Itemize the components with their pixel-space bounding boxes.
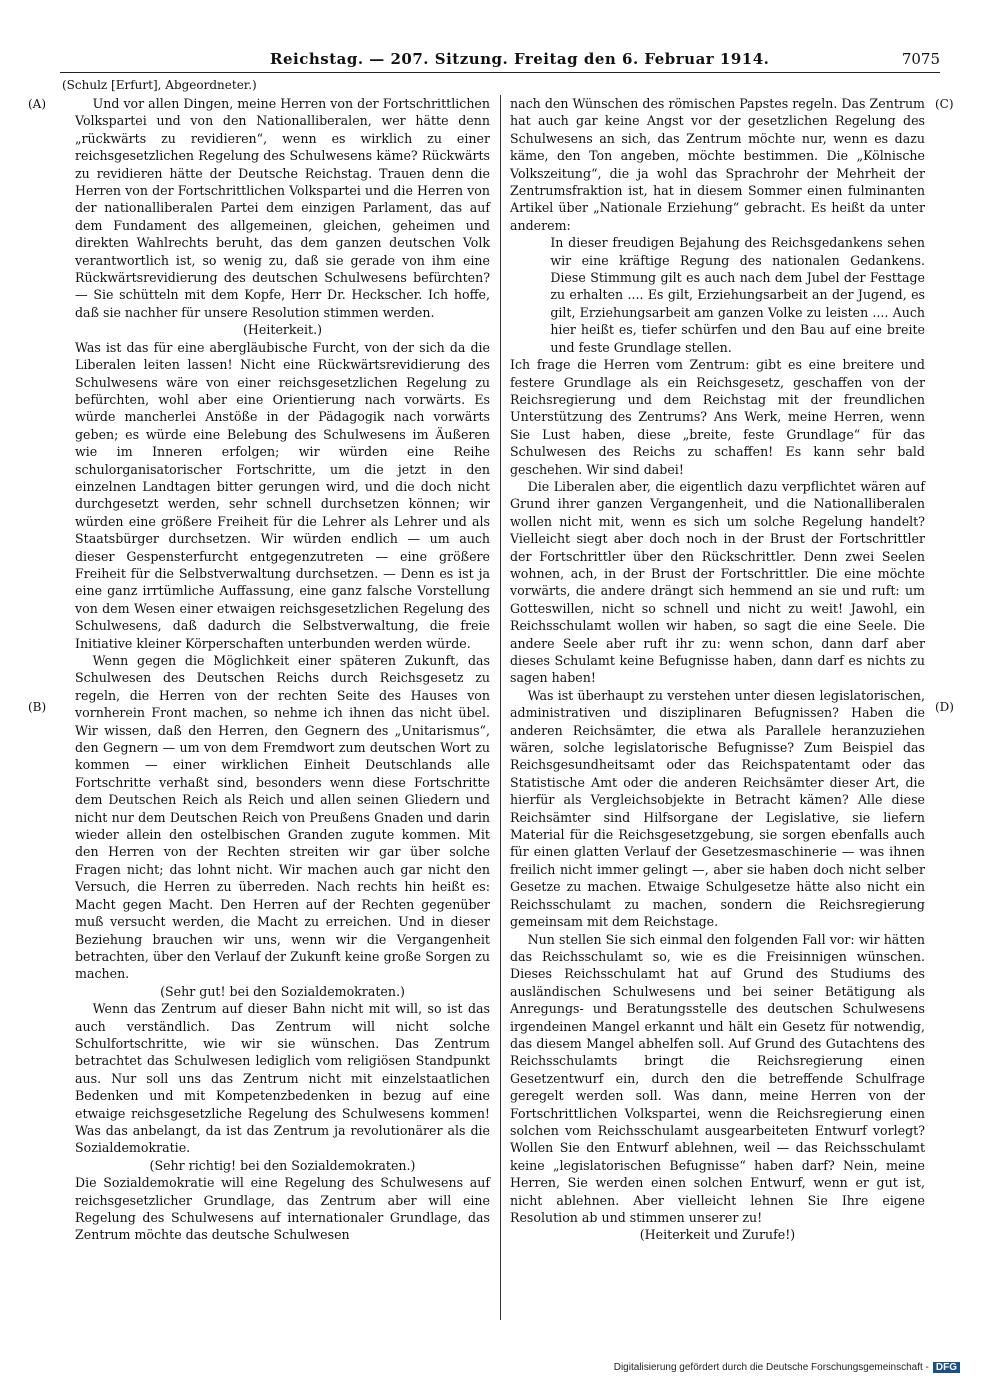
speaker-line: (Schulz [Erfurt], Abgeordneter.) xyxy=(62,78,257,92)
header-rule xyxy=(60,72,940,73)
margin-marker-b: (B) xyxy=(28,700,47,714)
footer-credit: Digitalisierung gefördert durch die Deutsche Forschungsgemeinschaft - xyxy=(613,1362,929,1373)
dfg-logo: DFG xyxy=(933,1362,960,1373)
footer xyxy=(614,1362,960,1373)
paragraph: Und vor allen Dingen, meine Herren von der Fortschrittlichen Volkspartei und von den Nationalliberalen, wer hätte denn „rückwärts zu revidieren“, wenn es wirklich zu einer reichsgesetzlichen Regelung des Schulwesens käme? Rückwärts zu revidieren hätte der Deutsche Reichstag. Trauen denn die Herren von der Fortschrittlichen Volkspartei und die Herren von der nationalliberalen Partei dem einzigen Parlament, das auf dem Fundament des allgemeinen, gleichen, geheimen und direkten Wahlrechts beruht, das dem ganzen deutschen Volk verantwortlich ist, so wenig zu, daß sie gerade von ihm eine Rückwärtsrevidierung des deutschen Schulwesens befürchten? — Sie schütteln mit dem Kopfe, Herr Dr. Heckscher. Ich hoffe, daß sie nachher für unsere Resolution stimmen werden. xyxy=(75,96,490,320)
interjection: (Sehr richtig! bei den Sozialdemokraten.) xyxy=(149,1157,416,1173)
paragraph: Ich frage die Herren vom Zentrum: gibt es eine breitere und festere Grundlage als ein Reichsgesetz, geschaffen von der Reichsregierung und dem Reichstag mit der freundlichen Unterstützung des Zentrums? Ans Werk, meine Herren, wenn Sie Lust haben, diese „breite, feste Grundlage“ für das Schulwesen des Reichs zu schaffen! Es kann sehr bald geschehen. Wir sind dabei! xyxy=(510,357,925,477)
header-title: Reichstag. — 207. Sitzung. Freitag den 6. Februar 1914. xyxy=(270,50,770,68)
paragraph: Was ist das für eine abergläubische Furcht, von der sich da die Liberalen leiten lassen! Nicht eine Rückwärtsrevidierung des Schulwesens wäre von einer reichsgesetzlichen Regelung zu befürchten, wohl aber eine Orientierung nach vorwärts. Es würde mancherlei Anstöße in der Pädagogik nach vorwärts geben; es würde eine Belebung des Schulwesens im Äußeren wie im Inneren erfolgen; wir würden eine Reihe schulorganisatorischer Fortschritte, um die jetzt in den einzelnen Landtagen bitter gerungen wird, und die doch nicht durchgesetzt werden, sehr schnell durchsetzen können; wir würden eine größere Freiheit für die Lehrer als Lehrer und als Staatsbürger durchsetzen. Wir würden endlich — um auch dieser Gespensterfurcht entgegenzutreten — eine größere Freiheit für die Selbstverwaltung durchsetzen. — Denn es ist ja eine ganz irrtümliche Auffassung, eine ganz falsche Vorstellung von dem Wesen einer etwaigen reichsgesetzlichen Regelung des Schulwesens, daß dadurch die Selbstverwaltung, die freie Initiative kleiner Körperschaften unterbunden werden würde. xyxy=(75,339,490,651)
paragraph: nach den Wünschen des römischen Papstes regeln. Das Zentrum hat auch gar keine Angst vor der gesetzlichen Regelung des Schulwesens an sich, das Zentrum möchte nur, wenn es dazu käme, den Ton angeben, möchte bestimmen. Die „Kölnische Volkszeitung“, die ja wohl das Sprachrohr der Mehrheit der Zentrumsfraktion ist, hat in diesem Sommer einen fulminanten Artikel über „Nationale Erziehung“ gebracht. Es heißt da unter anderem: xyxy=(510,96,925,233)
page-header xyxy=(60,50,940,72)
interjection: (Sehr gut! bei den Sozialdemokraten.) xyxy=(160,983,405,999)
margin-marker-c: (C) xyxy=(935,97,954,111)
paragraph: Wenn gegen die Möglichkeit einer späteren Zukunft, das Schulwesen des Deutschen Reichs durch Reichsgesetz zu regeln, die Herren von der rechten Seite des Hauses von vornherein Front machen, so nehme ich ihnen das nicht übel. Wir wissen, daß den Herren, den Gegnern des „Unitarismus“, den Gegnern — um von dem Fremdwort zum deutschen Wort zu kommen — einer wirklichen Einheit Deutschlands alle Fortschritte verhaßt sind, besonders wenn diese Fortschritte dem Deutschen Reich als Reich und allen seinen Gliedern und nicht nur dem Deutschen Reich von Preußens Gnaden und darin wieder allein den ostelbischen Granden zugute kommen. Mit den Herren von der Rechten streiten wir gar über solche Fragen nicht; das lohnt nicht. Wir machen auch gar nicht den Versuch, die Herren zu überreden. Nach rechts hin heißt es: Macht gegen Macht. Den Herren auf der Rechten gegenüber muß versucht werden, die Macht zu erreichen. Und in dieser Beziehung brauchen wir uns, wenn wir die Vergangenheit betrachten, über den Verlauf der Zukunft keine große Sorgen zu machen. xyxy=(75,653,490,982)
paragraph: Nun stellen Sie sich einmal den folgenden Fall vor: wir hätten das Reichsschulamt so, wie es die Freisinnigen wünschen. Dieses Reichsschulamt hat auf Grund des Studiums des ausländischen Schulwesens und bei seiner Betätigung als Anregungs- und Beratungsstelle des deutschen Schulwesens irgendeinen Mangel erkannt und hält ein Gesetz für notwendig, das diesem Mangel abhelfen soll. Auf Grund des Gutachtens des Reichsschulamts bringt die Reichsregierung einen Gesetzentwurf ein, durch den die betreffende Schulfrage geregelt werden soll. Was dann, meine Herren von der Fortschrittlichen Volkspartei, wenn die Reichsregierung einen solchen vom Reichsschulamt ausgearbeiteten Entwurf vorlegt? Wollen Sie den Entwurf ablehnen, weil — das Reichsschulamt keine „legislatorischen Befugnisse“ haben darf? Nein, meine Herren, Sie werden einen solchen Entwurf, wenn er gut ist, nicht ablehnen. Aber vielleicht lehnen Sie Ihre eigene Resolution ab und stimmen unserer zu! xyxy=(510,931,925,1225)
paragraph: Die Liberalen aber, die eigentlich dazu verpflichtet wären auf Grund ihrer ganzen Vergangenheit, und die Nationalliberalen wollen nicht mit, wenn es sich um solche Regelung handelt? Vielleicht siegt aber doch noch in der Brust der Fortschrittler der Fortschrittler über den Rückschrittler. Denn zwei Seelen wohnen, ach, in der Brust der Fortschrittler. Die eine möchte vorwärts, die andere drängt sich hemmend an sie und ruft: um Gotteswillen, nicht so schnell und nicht zu weit! Jawohl, ein Reichsschulamt wollen wir haben, so sagt die eine Seele. Die andere Seele aber ruft ihr zu: wenn schon, dann darf aber dieses Schulamt keine Befugnisse haben, dann darf es nichts zu sagen haben! xyxy=(510,478,925,686)
paragraph: Wenn das Zentrum auf dieser Bahn nicht mit will, so ist das auch verständlich. Das Zentrum will nicht solche Schulfortschritte, wie wir sie wünschen. Das Zentrum betrachtet das Schulwesen lediglich vom religiösen Standpunkt aus. Nur soll uns das Zentrum nicht mit einzelstaatlichen Bedenken und mit Kompetenzbedenken in bezug auf eine etwaige reichsgesetzliche Regelung des Schulwesens kommen! Was das anbelangt, da ist das Zentrum ja revolutionärer als die Sozialdemokratie. xyxy=(75,1001,490,1156)
right-column xyxy=(510,95,925,1244)
page-number: 7075 xyxy=(901,50,940,68)
margin-marker-a: (A) xyxy=(28,97,47,111)
paragraph: Die Sozialdemokratie will eine Regelung des Schulwesens auf reichsgesetzlicher Grundlage, das Zentrum aber will eine Regelung des Schulwesens auf internationaler Grundlage, das Zentrum möchte das deutsche Schulwesen xyxy=(75,1175,490,1243)
paragraph: In dieser freudigen Bejahung des Reichsgedankens sehen wir eine kräftige Regung des nationalen Gedankens. Diese Stimmung gilt es auch nach dem Jubel der Festtage zu erhalten .... Es gilt, Erziehungsarbeit an der Jugend, es gilt, Erziehungsarbeit am ganzen Volke zu leisten .... Auch hier heißt es, tiefer schürfen und den Bau auf eine breite und feste Grundlage stellen. xyxy=(550,235,925,355)
interjection: (Heiterkeit und Zurufe!) xyxy=(639,1227,796,1243)
margin-marker-d: (D) xyxy=(935,700,954,714)
paragraph: Was ist überhaupt zu verstehen unter diesen legislatorischen, administrativen und disziplinaren Befugnissen? Haben die anderen Reichsämter, die etwa als Parallele heranzuziehen wären, solche legislatorische Befugnisse? Zum Beispiel das Reichsgesundheitsamt oder das Reichspatentamt oder das Statistische Amt oder die anderen Reichsämter dieser Art, die hierfür als Vergleichsobjekte in Betracht kämen? Alle diese Reichsämter sind Hilfsorgane der Legislative, sie liefern Material für die Reichsgesetzgebung, sie sorgen ebenfalls auch für einen glatten Verlauf der Gesetzesmaschinerie — was ihnen freilich nicht immer gelingt —, aber sie haben doch nicht selber Gesetze zu machen. Etwaige Schulgesetze hätte also nicht ein Reichsschulamt zu machen, sondern die Reichsregierung gemeinsam mit dem Reichstage. xyxy=(510,687,925,930)
interjection: (Heiterkeit.) xyxy=(243,322,322,338)
column-divider xyxy=(500,95,501,1320)
left-column xyxy=(75,95,490,1244)
